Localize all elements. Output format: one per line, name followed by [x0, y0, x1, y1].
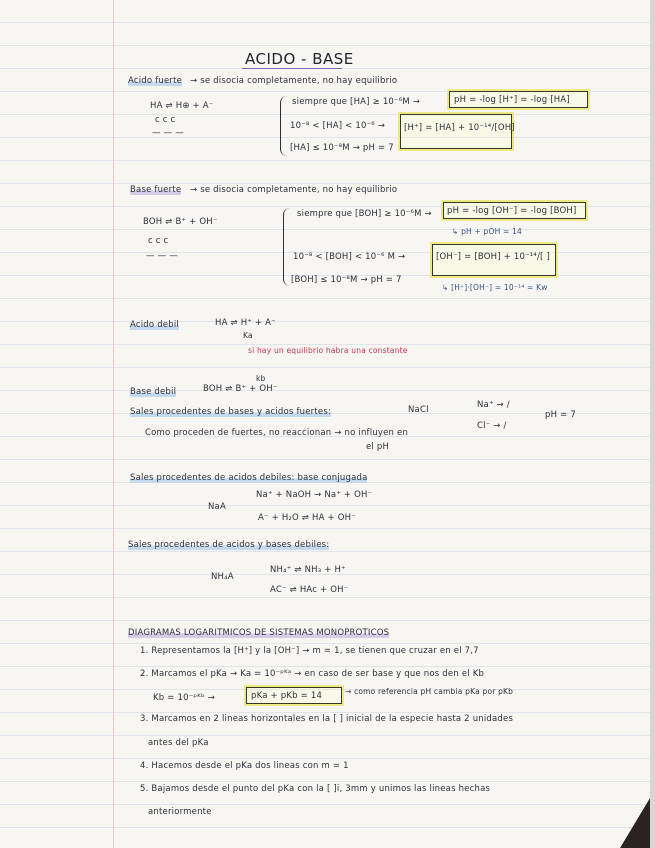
- sales-acidos-bases-debiles-salt: NH₄A: [211, 572, 234, 582]
- base-fuerte-case1-note: ↳ pH + pOH = 14: [452, 227, 523, 236]
- base-fuerte-desc: → se disocia completamente, no hay equilibrio: [190, 185, 398, 195]
- diagramas-step3b: antes del pKa: [148, 738, 209, 748]
- sales-debiles-heading: Sales procedentes de acidos debiles: base conjugada: [130, 473, 368, 483]
- page-title: ACIDO - BASE: [245, 50, 354, 68]
- sales-debiles-salt: NaA: [208, 502, 226, 512]
- base-fuerte-heading: Base fuerte: [130, 185, 182, 195]
- acido-fuerte-desc: → se disocia completamente, no hay equilibrio: [190, 76, 398, 86]
- acido-fuerte-case3: [HA] ≤ 10⁻⁸M → pH = 7: [290, 143, 394, 153]
- base-fuerte-case1-formula: pH = -log [OH⁻] = -log [BOH]: [447, 206, 577, 216]
- acido-fuerte-case2-formula: [H⁺] = [HA] + 10⁻¹⁴/[OH]: [404, 123, 515, 133]
- acido-fuerte-reaction: HA ⇌ H⊕ + A⁻: [150, 101, 214, 111]
- sales-fuertes-ion2: Cl⁻ → /: [477, 421, 507, 431]
- base-fuerte-case1: siempre que [BOH] ≥ 10⁻⁶M →: [297, 209, 432, 219]
- acido-fuerte-case1: siempre que [HA] ≥ 10⁻⁶M →: [292, 97, 421, 107]
- base-debil-heading: Base debil: [130, 387, 177, 397]
- sales-debiles-r1: Na⁺ + NaOH → Na⁺ + OH⁻: [256, 490, 373, 500]
- base-fuerte-case2: 10⁻⁸ < [BOH] < 10⁻⁶ M →: [293, 252, 406, 262]
- diagramas-step5b: anteriormente: [148, 807, 212, 817]
- base-fuerte-case2-note: ↳ [H⁺]·[OH⁻] = 10⁻¹⁴ = Kw: [442, 283, 548, 292]
- diagramas-step2b-post: → como referencia pH cambia pKa por pKb: [345, 687, 514, 696]
- sales-debiles-r2: A⁻ + H₂O ⇌ HA + OH⁻: [258, 513, 356, 523]
- base-fuerte-reaction: BOH ⇌ B⁺ + OH⁻: [143, 217, 218, 227]
- diagramas-step2a: 2. Marcamos el pKa → Ka = 10⁻ᵖᴷᵃ → en caso de ser base y que nos den el Kb: [140, 669, 485, 679]
- diagramas-step3a: 3. Marcamos en 2 lineas horizontales en la [ ] inicial de la especie hasta 2 unidades: [140, 714, 514, 724]
- sales-fuertes-note1: Como proceden de fuertes, no reaccionan → no influyen en: [145, 428, 409, 438]
- margin-line: [113, 0, 114, 848]
- diagramas-step1: 1. Representamos la [H⁺] y la [OH⁻] → m = 1, se tienen que cruzar en el 7,7: [140, 646, 479, 656]
- acido-debil-note: si hay un equilibrio habra una constante: [248, 346, 408, 355]
- sales-fuertes-note2: el pH: [366, 442, 390, 452]
- base-fuerte-brace: [283, 208, 290, 286]
- sales-acidos-bases-debiles-heading: Sales procedentes de acidos y bases debiles:: [128, 540, 330, 550]
- sales-fuertes-salt: NaCl: [408, 405, 429, 415]
- base-debil-kb: kb: [256, 374, 266, 383]
- sales-fuertes-ph: pH = 7: [545, 410, 576, 420]
- acido-fuerte-case1-formula: pH = -log [H⁺] = -log [HA]: [454, 95, 570, 105]
- acido-fuerte-row-c: c c c: [155, 115, 176, 125]
- acido-fuerte-brace: [280, 96, 287, 156]
- acido-fuerte-case2: 10⁻⁸ < [HA] < 10⁻⁶ →: [290, 121, 386, 131]
- acido-fuerte-row-dash: — — —: [152, 128, 184, 138]
- diagramas-step4: 4. Hacemos desde el pKa dos lineas con m = 1: [140, 761, 349, 771]
- base-fuerte-case3: [BOH] ≤ 10⁻⁸M → pH = 7: [291, 275, 402, 285]
- acido-debil-heading: Acido debil: [130, 320, 179, 330]
- acido-debil-ka: Ka: [243, 331, 253, 340]
- sales-acidos-bases-debiles-r2: AC⁻ ⇌ HAc + OH⁻: [270, 585, 349, 595]
- sales-fuertes-heading: Sales procedentes de bases y acidos fuertes:: [130, 407, 332, 417]
- base-fuerte-row-c: c c c: [148, 236, 169, 246]
- base-fuerte-case2-formula: [OH⁻] = [BOH] + 10⁻¹⁴/[ ]: [436, 252, 550, 262]
- acido-debil-reaction: HA ⇌ H⁺ + A⁻: [215, 318, 276, 328]
- diagramas-heading: DIAGRAMAS LOGARITMICOS DE SISTEMAS MONOPROTICOS: [128, 628, 390, 638]
- base-fuerte-row-dash: — — —: [146, 251, 178, 261]
- acido-fuerte-heading: Acido fuerte: [128, 76, 183, 86]
- base-debil-reaction: BOH ⇌ B⁺ + OH⁻: [203, 384, 278, 394]
- diagramas-step5a: 5. Bajamos desde el punto del pKa con la [ ]i, 3mm y unimos las lineas hechas: [140, 784, 491, 794]
- diagramas-step2b-box: pKa + pKb = 14: [251, 691, 323, 701]
- desk-corner: [620, 798, 650, 848]
- title-underline: [242, 68, 342, 69]
- diagramas-step2b-pre: Kb = 10⁻ᵖᴷᵇ →: [153, 693, 216, 703]
- sales-acidos-bases-debiles-r1: NH₄⁺ ⇌ NH₃ + H⁺: [270, 565, 346, 575]
- sales-fuertes-ion1: Na⁺ → /: [477, 400, 510, 410]
